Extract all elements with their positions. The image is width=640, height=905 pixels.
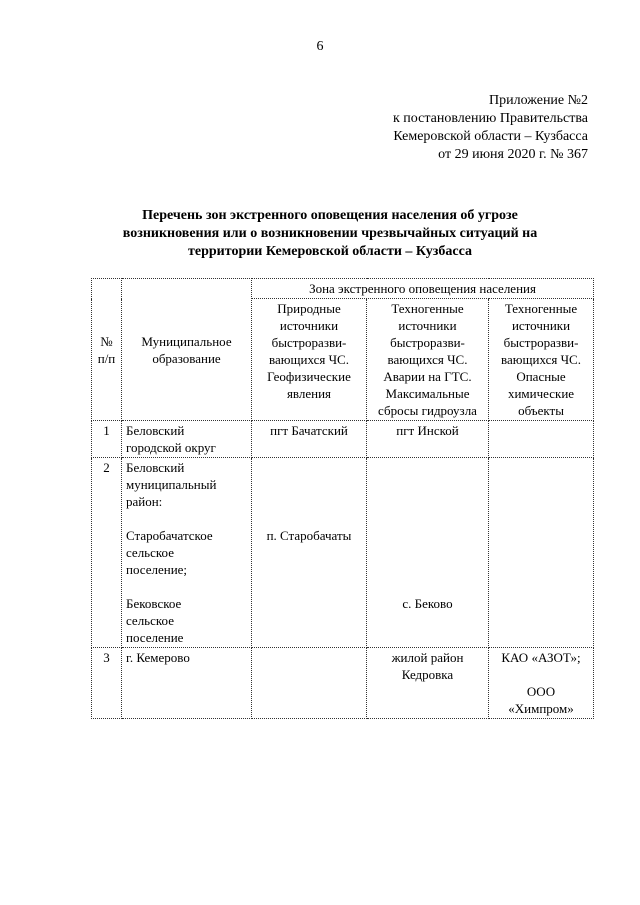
cell-spacer — [126, 578, 247, 595]
cell-text: Кедровка — [401, 667, 454, 682]
row-tech-hydro — [367, 648, 489, 719]
header-text: источники — [398, 318, 457, 333]
annex-line: Приложение №2 — [489, 93, 588, 108]
header-text: Техногенные — [504, 301, 578, 316]
header-text: вающихся ЧС. — [387, 352, 468, 367]
cell-text: сельское — [126, 545, 174, 560]
row-num: 3 — [92, 648, 122, 719]
row-num: 2 — [92, 458, 122, 648]
header-text: быстроразви- — [271, 335, 347, 350]
cell-text: Старобачатское — [126, 528, 213, 543]
header-text: Аварии на ГТС. — [383, 369, 472, 384]
header-text: источники — [511, 318, 571, 333]
title-line: Перечень зон экстренного оповещения населения об угрозе — [142, 208, 518, 223]
table-row — [92, 421, 594, 458]
header-municipality — [122, 279, 252, 421]
cell-text: Беловский — [126, 423, 185, 438]
cell-text: городской округ — [126, 440, 216, 455]
table-row — [92, 648, 594, 719]
cell-text: Беловский — [126, 460, 185, 475]
cell-text: муниципальный — [126, 477, 217, 492]
annex-line: Кемеровской области – Кузбасса — [393, 129, 588, 144]
header-text: вающихся ЧС. — [269, 352, 349, 367]
table-header-row — [92, 279, 594, 299]
header-text: вающихся ЧС. — [501, 352, 581, 367]
cell-spacer — [493, 666, 589, 683]
title-line: территории Кемеровской области – Кузбасса — [188, 244, 472, 259]
header-text: п/п — [97, 350, 116, 366]
cell-text: поселение; — [126, 562, 188, 577]
row-natural: пгт Бачатский — [252, 421, 367, 458]
header-text: № — [100, 333, 113, 349]
annex-line: от 29 июня 2020 г. № 367 — [438, 147, 588, 162]
header-zone-group: Зона экстренного оповещения населения — [252, 279, 594, 299]
header-text: источники — [279, 318, 339, 333]
cell-text: поселение — [126, 630, 184, 645]
header-text: объекты — [518, 403, 564, 418]
annex-line: к постановлению Правительства — [392, 111, 588, 126]
cell-text: п. Старобачаты — [266, 528, 352, 543]
row-tech-chem — [489, 648, 594, 719]
cell-spacer — [371, 459, 484, 595]
cell-spacer — [256, 459, 362, 527]
header-text: Природные — [277, 301, 341, 316]
header-text: явления — [286, 386, 332, 401]
header-text: быстроразви- — [503, 335, 579, 350]
cell-text: жилой район — [391, 650, 464, 665]
header-tech-hydro — [367, 299, 489, 421]
header-tech-chem — [489, 299, 594, 421]
header-text: Геофизические — [267, 369, 351, 384]
row-num: 1 — [92, 421, 122, 458]
header-num — [92, 279, 122, 421]
row-natural — [252, 648, 367, 719]
row-municipality — [122, 421, 252, 458]
header-natural — [252, 299, 367, 421]
header-text: быстроразви- — [390, 335, 465, 350]
header-text: образование — [152, 350, 221, 366]
cell-text: КАО «АЗОТ»; — [501, 650, 581, 665]
title-line: возникновения или о возникновении чрезвычайных ситуаций на — [122, 226, 538, 241]
zones-table — [91, 278, 594, 719]
header-text: Максимальные — [385, 386, 470, 401]
annex-block — [393, 92, 588, 164]
cell-spacer — [126, 510, 247, 527]
row-municipality — [122, 458, 252, 648]
cell-text: сельское — [126, 613, 174, 628]
row-natural — [252, 458, 367, 648]
row-tech-chem — [489, 421, 594, 458]
header-text: Муниципальное — [141, 333, 232, 349]
header-text: Техногенные — [391, 301, 464, 316]
cell-text: «Химпром» — [508, 701, 574, 716]
cell-text: с. Беково — [402, 596, 453, 611]
row-tech-hydro: пгт Инской — [367, 421, 489, 458]
cell-text: район: — [126, 494, 163, 509]
table-row — [92, 458, 594, 648]
page-number: 6 — [316, 39, 324, 54]
header-text: химические — [507, 386, 575, 401]
row-tech-chem — [489, 458, 594, 648]
cell-text: ООО — [526, 684, 556, 699]
header-text: сбросы гидроузла — [378, 403, 477, 418]
cell-text: Бековское — [126, 596, 182, 611]
row-municipality: г. Кемерово — [122, 648, 252, 719]
header-text: Опасные — [516, 369, 566, 384]
document-title — [90, 207, 570, 261]
row-tech-hydro — [367, 458, 489, 648]
